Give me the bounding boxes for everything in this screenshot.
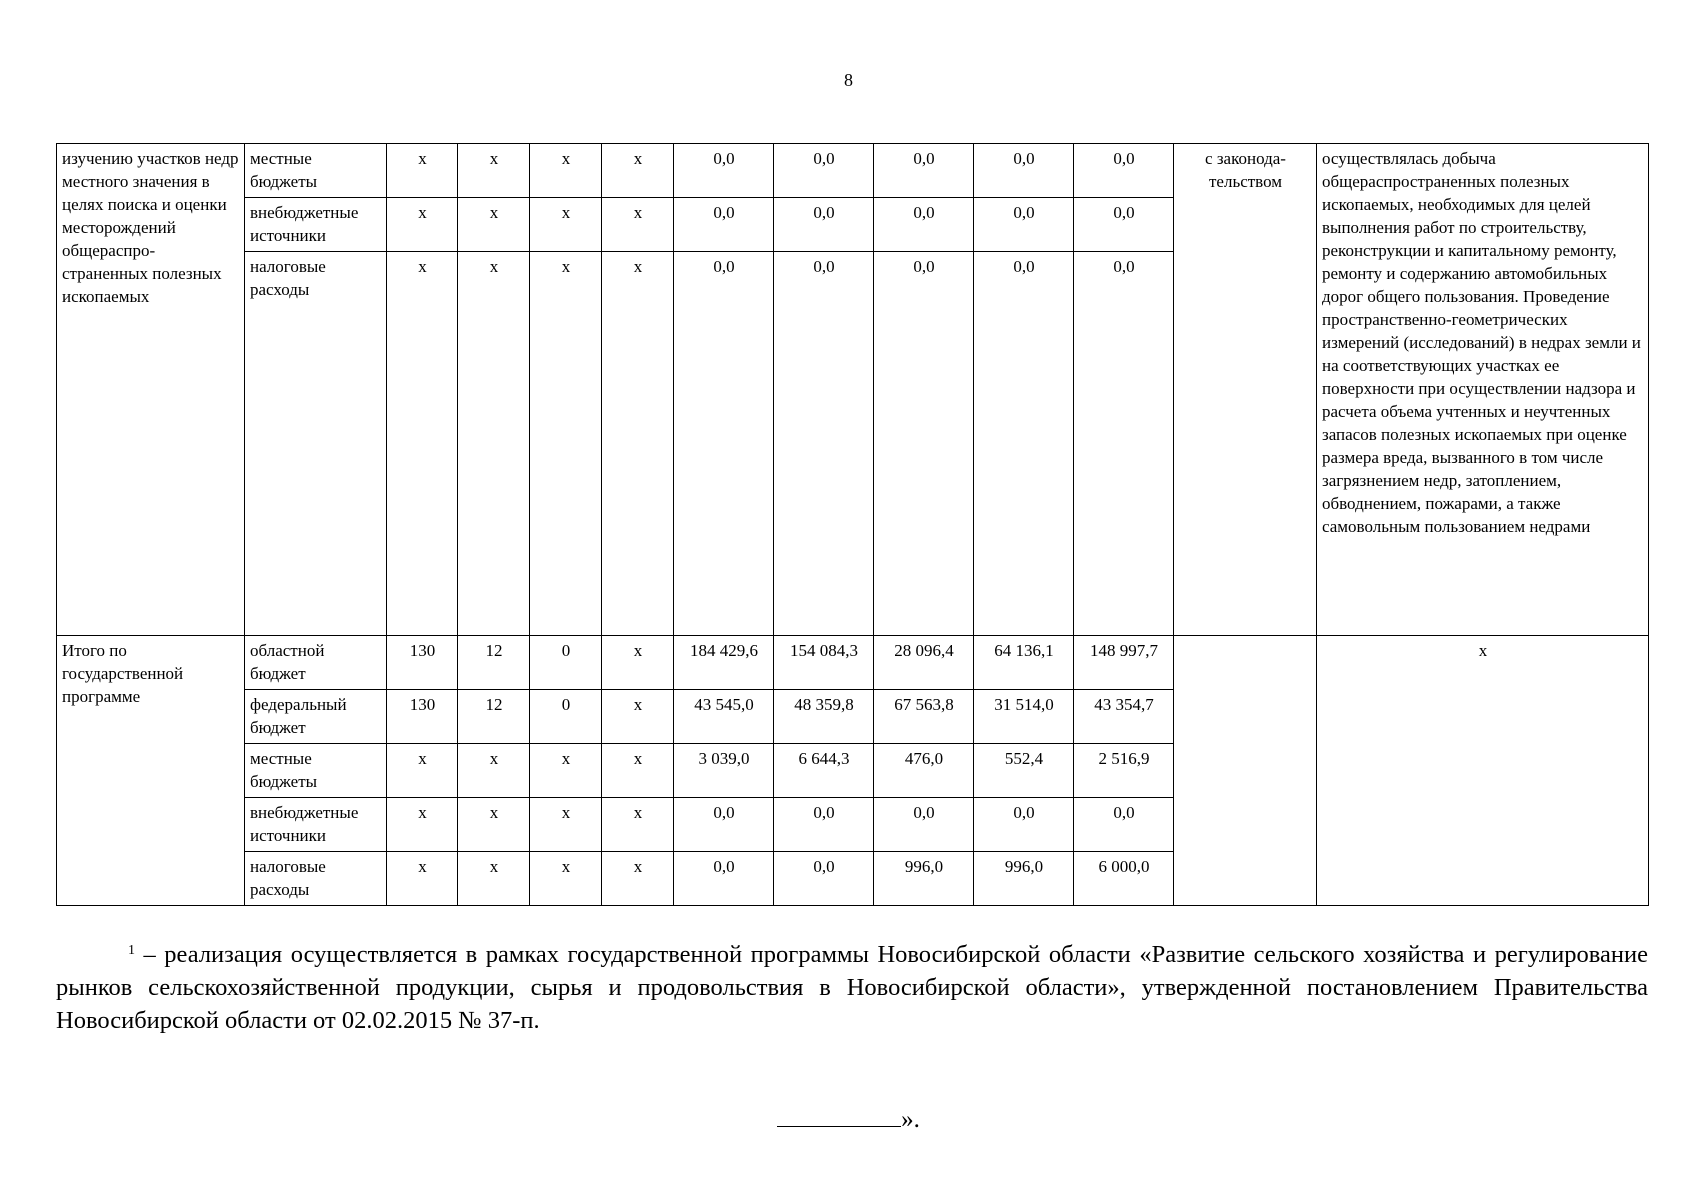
value-cell: 0,0 bbox=[974, 252, 1074, 636]
value-cell: 31 514,0 bbox=[974, 690, 1074, 744]
table-cell: x bbox=[602, 852, 674, 906]
table-cell: x bbox=[602, 144, 674, 198]
value-cell: 2 516,9 bbox=[1074, 744, 1174, 798]
table-cell: 0 bbox=[530, 690, 602, 744]
value-cell: 0,0 bbox=[674, 144, 774, 198]
table-cell: x bbox=[458, 852, 530, 906]
value-cell: 0,0 bbox=[774, 198, 874, 252]
value-cell: 0,0 bbox=[774, 852, 874, 906]
table-cell: x bbox=[602, 636, 674, 690]
value-cell: 148 997,7 bbox=[1074, 636, 1174, 690]
value-cell: 0,0 bbox=[674, 852, 774, 906]
value-cell: 996,0 bbox=[974, 852, 1074, 906]
value-cell: 0,0 bbox=[774, 252, 874, 636]
value-cell: 6 644,3 bbox=[774, 744, 874, 798]
footnote bbox=[56, 938, 1648, 1037]
table-cell: x bbox=[530, 744, 602, 798]
block-label: изучению участков недр местного значения в целях поиска и оценки месторождений общераспро-страненных полезных ископаемых bbox=[57, 144, 245, 636]
value-cell: 0,0 bbox=[1074, 198, 1174, 252]
value-cell: 64 136,1 bbox=[974, 636, 1074, 690]
value-cell: 28 096,4 bbox=[874, 636, 974, 690]
table-cell: x bbox=[458, 198, 530, 252]
table-cell: x bbox=[602, 798, 674, 852]
source-cell: внебюджетные источники bbox=[245, 198, 387, 252]
footnote-text: – реализация осуществляется в рамках государственной программы Новосибирской области «Развитие сельского хозяйства и регулирование рынков сельскохозяйственной продукции, сырья и продовольствия в Новосибирской области», утвержденной постановлением Правительства Новосибирской области от 02.02.2015 № 37-п. bbox=[56, 941, 1648, 1034]
table-cell: x bbox=[387, 252, 458, 636]
closing-quote: ». bbox=[901, 1106, 920, 1133]
value-cell: 43 354,7 bbox=[1074, 690, 1174, 744]
table-cell: 12 bbox=[458, 636, 530, 690]
table-cell: x bbox=[530, 144, 602, 198]
value-cell: 0,0 bbox=[974, 144, 1074, 198]
value-cell: 0,0 bbox=[874, 144, 974, 198]
value-cell: 0,0 bbox=[1074, 252, 1174, 636]
first-block bbox=[57, 144, 1649, 636]
value-cell: 0,0 bbox=[774, 144, 874, 198]
closing-underline bbox=[777, 1104, 901, 1127]
table-cell: 130 bbox=[387, 636, 458, 690]
note-cell: x bbox=[1317, 636, 1649, 906]
value-cell: 0,0 bbox=[674, 798, 774, 852]
value-cell: 0,0 bbox=[1074, 798, 1174, 852]
block-label: Итого по государственной программе bbox=[57, 636, 245, 906]
table-cell: x bbox=[387, 744, 458, 798]
page-number: 8 bbox=[844, 70, 853, 90]
table-cell: x bbox=[458, 144, 530, 198]
table-cell: x bbox=[602, 744, 674, 798]
value-cell: 6 000,0 bbox=[1074, 852, 1174, 906]
table-cell: 130 bbox=[387, 690, 458, 744]
value-cell: 0,0 bbox=[974, 198, 1074, 252]
table-cell: x bbox=[602, 252, 674, 636]
value-cell: 67 563,8 bbox=[874, 690, 974, 744]
source-cell: федеральный бюджет bbox=[245, 690, 387, 744]
table-cell: x bbox=[387, 798, 458, 852]
table-cell: x bbox=[458, 798, 530, 852]
source-cell: налоговые расходы bbox=[245, 252, 387, 636]
value-cell: 0,0 bbox=[774, 798, 874, 852]
source-cell: налоговые расходы bbox=[245, 852, 387, 906]
table-cell: x bbox=[458, 252, 530, 636]
table-row bbox=[57, 636, 1649, 690]
status-cell: с законода-тельством bbox=[1174, 144, 1317, 636]
value-cell: 43 545,0 bbox=[674, 690, 774, 744]
table-row bbox=[57, 144, 1649, 198]
value-cell: 0,0 bbox=[674, 252, 774, 636]
table-cell: x bbox=[602, 690, 674, 744]
value-cell: 0,0 bbox=[1074, 144, 1174, 198]
budget-table bbox=[56, 143, 1649, 906]
source-cell: местные бюджеты bbox=[245, 744, 387, 798]
table-cell: x bbox=[530, 798, 602, 852]
table-cell: 0 bbox=[530, 636, 602, 690]
table-cell: x bbox=[387, 144, 458, 198]
closing-mark bbox=[0, 1104, 1697, 1134]
table-cell: x bbox=[602, 198, 674, 252]
value-cell: 184 429,6 bbox=[674, 636, 774, 690]
table-cell: x bbox=[530, 252, 602, 636]
table-cell: x bbox=[530, 198, 602, 252]
status-cell bbox=[1174, 636, 1317, 906]
value-cell: 476,0 bbox=[874, 744, 974, 798]
value-cell: 154 084,3 bbox=[774, 636, 874, 690]
value-cell: 0,0 bbox=[874, 198, 974, 252]
table-cell: x bbox=[387, 852, 458, 906]
note-cell: осуществлялась добыча общераспространенных полезных ископаемых, необходимых для целей выполнения работ по строительству, реконструкции и капитальному ремонту, ремонту и содержанию автомобильных дорог общего пользования. Проведение пространственно-геометрических измерений (исследований) в недрах земли и на соответствующих участках ее поверхности при осуществлении надзора и расчета объема учтенных и неучтенных запасов полезных ископаемых при оценке размера вреда, вызванного в том числе загрязнением недр, затоплением, обводнением, пожарами, а также самовольным пользованием недрами bbox=[1317, 144, 1649, 636]
table-cell: 12 bbox=[458, 690, 530, 744]
source-cell: внебюджетные источники bbox=[245, 798, 387, 852]
source-cell: местные бюджеты bbox=[245, 144, 387, 198]
table-cell: x bbox=[530, 852, 602, 906]
value-cell: 0,0 bbox=[874, 252, 974, 636]
value-cell: 48 359,8 bbox=[774, 690, 874, 744]
summary-block bbox=[57, 636, 1649, 906]
footnote-marker: 1 bbox=[128, 943, 135, 958]
table-cell: x bbox=[387, 198, 458, 252]
value-cell: 0,0 bbox=[674, 198, 774, 252]
value-cell: 3 039,0 bbox=[674, 744, 774, 798]
source-cell: областной бюджет bbox=[245, 636, 387, 690]
table-cell: x bbox=[458, 744, 530, 798]
value-cell: 996,0 bbox=[874, 852, 974, 906]
value-cell: 0,0 bbox=[974, 798, 1074, 852]
value-cell: 552,4 bbox=[974, 744, 1074, 798]
value-cell: 0,0 bbox=[874, 798, 974, 852]
